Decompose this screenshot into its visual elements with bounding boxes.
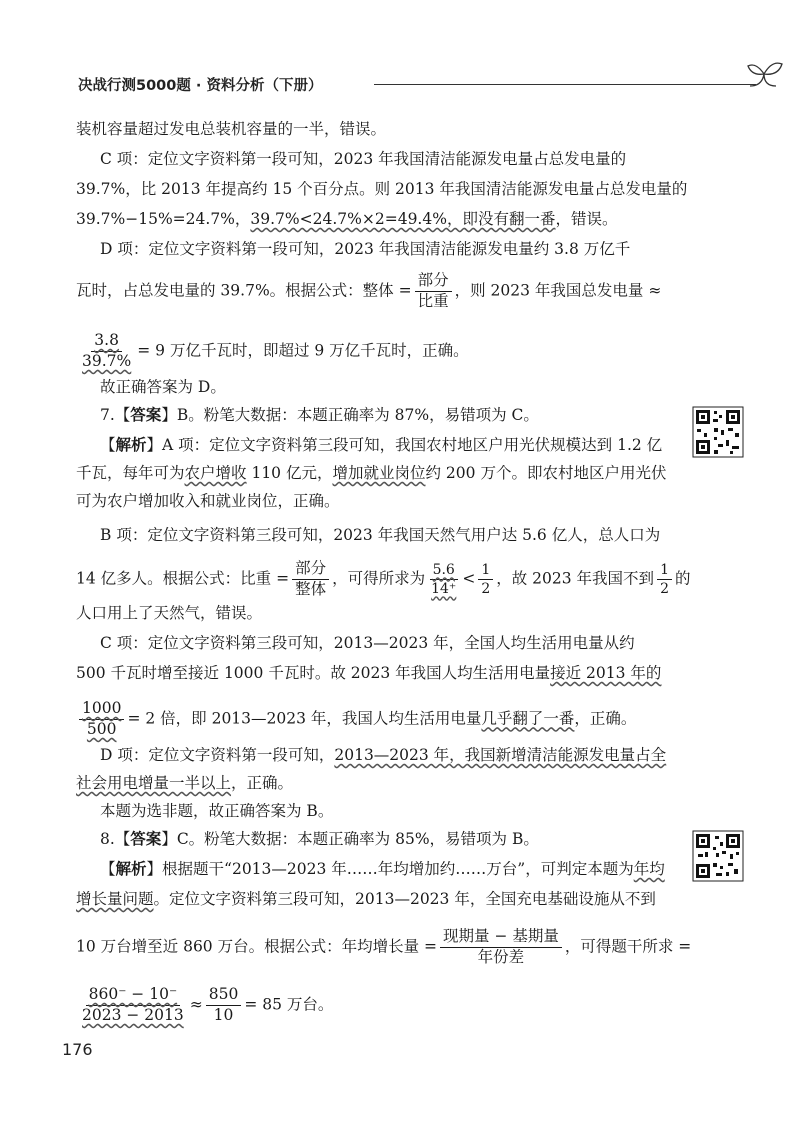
fraction-denominator: 14⁺ [431,580,457,597]
fraction-numerator: 5.6 [430,562,458,580]
underlined-text: 农户增收 [184,464,247,482]
underlined-text: 39.7%<24.7%×2=49.4%，即没有翻一番 [250,210,556,228]
text-span: ，正确。 [574,709,637,728]
book-title: 决战行测5000题 · 资料分析（下册） [78,78,323,94]
header-rule [374,84,756,85]
fraction [478,562,493,597]
page-header [78,70,768,100]
text-span: 】A 项：定位文字资料第三段可知，我国农村地区户用光伏规模达到 1.2 亿 [146,436,663,454]
text-span: = 9 万亿千瓦时，即超过 9 万亿千瓦时，正确。 [137,341,469,360]
underlined-text: 几乎翻了一番 [481,709,575,728]
text-span: 。定位文字资料第三段可知，2013—2023 年，全国充电基础设施从不到 [153,890,656,908]
text-line [76,928,691,967]
fraction-numerator: 850 [206,986,242,1006]
text-line [76,888,656,910]
analysis-label: 解析 [115,860,147,878]
text-line [100,858,665,880]
answer-line [100,828,539,850]
fraction [292,560,329,599]
text-line: 人口用上了天然气，错误。 [76,604,263,622]
fraction-numerator: 部分 [415,272,452,292]
fraction-denominator: 比重 [417,291,449,310]
text-span: 瓦时，占总发电量的 39.7%。根据公式：整体 = [76,281,412,300]
text-span: D 项：定位文字资料第一段可知， [100,746,335,764]
underlined-text: 社会用电增量一半以上 [76,774,232,792]
text-span: 千瓦，每年可为 [76,464,185,482]
text-span: ，可得题干所求 = [564,937,692,956]
text-line: 39.7%，比 2013 年提高约 15 个百分点。则 2013 年我国清洁能源发电量占总发电量的 [76,180,688,198]
answer-line [100,404,539,426]
fraction [428,562,459,597]
fraction-denominator: 2 [481,580,491,597]
text-span: ，则 2023 年我国总发电量 ≈ [454,281,662,300]
text-line [76,272,661,311]
analysis-label: 解析 [115,436,147,454]
text-line: C 项：定位文字资料第三段可知，2013—2023 年，全国人均生活用电量从约 [100,634,635,652]
text-line [76,986,333,1025]
answer-label: 答案 [130,406,162,424]
text-span: 500 千瓦时增至接近 1000 千瓦时。故 2023 年我国人均生活用电量 [76,664,551,682]
qr-code-icon[interactable] [692,830,744,882]
text-line: 故正确答案为 D。 [100,378,226,396]
text-span: = 2 倍，即 2013—2023 年，我国人均生活用电量 [127,709,482,728]
fraction-numerator: 1000 [79,700,124,720]
fraction-numerator: 现期量 − 基期量 [440,928,562,948]
fraction [79,986,187,1025]
text-span: 】B。粉笔大数据：本题正确率为 87%，易错项为 C。 [161,406,539,424]
text-span: 约 200 万个。即农村地区户用光伏 [425,464,667,482]
underlined-text: 增加就业岗位 [332,464,426,482]
text-line [76,462,666,484]
text-line [100,744,666,766]
text-line [100,434,662,456]
text-line [76,560,691,599]
fraction-numerator: 部分 [292,560,329,580]
underlined-text: 2013—2023 年，我国新增清洁能源发电量占全 [334,746,667,764]
text-span: 7.【 [100,406,131,424]
underlined-text: 年均 [633,860,665,878]
sprout-icon [742,56,786,96]
text-span: 】C。粉笔大数据：本题正确率为 85%，易错项为 B。 [161,830,539,848]
text-span: 【 [100,860,116,878]
text-span: 的 [674,569,691,588]
text-line [76,332,469,371]
fraction [415,272,452,311]
fraction-numerator: 860⁻ − 10⁻ [86,986,181,1006]
text-line: C 项：定位文字资料第一段可知，2023 年我国清洁能源发电量占总发电量的 [100,150,627,168]
fraction-denominator: 2023 − 2013 [82,1005,184,1024]
text-line: 装机容量超过发电总装机容量的一半，错误。 [76,120,387,138]
qr-code-icon[interactable] [692,406,744,458]
fraction-numerator: 1 [657,562,672,580]
text-span: 14 亿多人。根据公式：比重 = [76,569,290,588]
text-line [76,662,661,684]
text-line: B 项：定位文字资料第三段可知，2023 年我国天然气用户达 5.6 亿人，总人口为 [100,526,661,544]
fraction [440,928,562,967]
underlined-text: 增长量问题 [76,890,154,908]
text-line [76,772,293,794]
answer-label: 答案 [130,830,162,848]
text-span: 39.7%−15%=24.7%， [76,210,251,228]
text-line: D 项：定位文字资料第一段可知，2023 年我国清洁能源发电量约 3.8 万亿千 [100,240,631,258]
text-span: ，可得所求为 [332,569,426,588]
fraction-denominator: 500 [86,719,117,738]
text-span: ，错误。 [555,210,618,228]
text-span: 】根据题干“2013—2023 年……年均增加约……万台”，可判定本题为 [146,860,634,878]
text-span: = 85 万台。 [244,995,334,1014]
fraction-numerator: 1 [478,562,493,580]
fraction-denominator: 2 [660,580,669,597]
text-line [76,700,636,739]
text-span: 【 [100,436,116,454]
page-number: 176 [62,1040,93,1059]
fraction [206,986,242,1025]
fraction-denominator: 年份差 [477,947,525,966]
text-line: 本题为选非题，故正确答案为 B。 [100,802,334,820]
text-span: 10 万台增至近 860 万台。根据公式：年均增长量 = [76,937,438,956]
text-span: 8.【 [100,830,131,848]
text-span: 110 亿元， [246,464,333,482]
fraction [657,562,672,597]
fraction-numerator: 3.8 [91,332,122,352]
fraction [79,700,124,739]
text-span: ，故 2023 年我国不到 [496,569,655,588]
approx-sign: ≈ [189,995,203,1014]
underlined-text: 接近 2013 年的 [550,664,662,682]
text-span: ，正确。 [231,774,294,792]
fraction [79,332,134,371]
less-than-sign: < [462,569,476,588]
fraction-denominator: 整体 [295,579,327,598]
text-line: 可为农户增加收入和就业岗位，正确。 [76,492,340,510]
fraction-denominator: 39.7% [82,351,132,370]
text-line [76,208,617,230]
fraction-denominator: 10 [213,1005,234,1024]
